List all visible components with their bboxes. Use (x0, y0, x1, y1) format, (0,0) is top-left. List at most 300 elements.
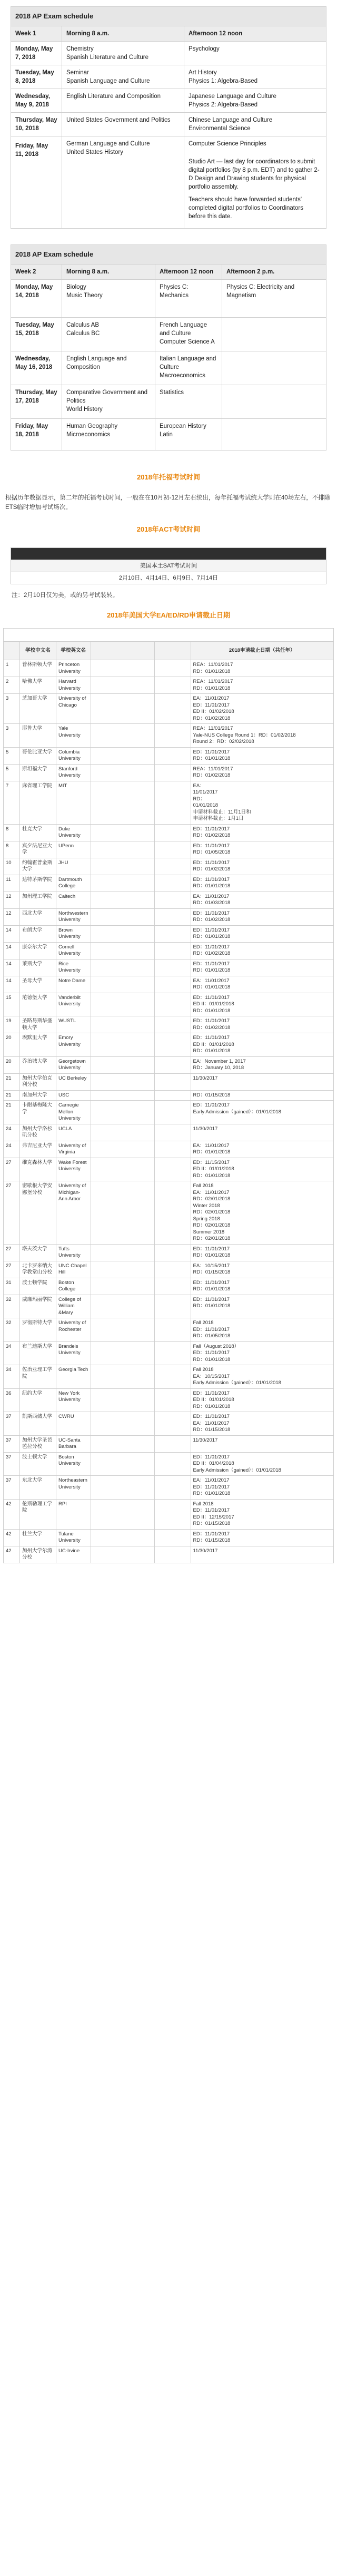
uni-head-blank-b (154, 642, 191, 660)
deadline-item: RD： (193, 796, 205, 802)
deadline-item: RD：01/01/2018 (193, 1303, 231, 1309)
deadline-item: Fall 2018 (193, 1367, 214, 1373)
deadline-item: EA：11/01/2017 (193, 1142, 230, 1149)
deadline-item: ED II：01/01/2018 (193, 1001, 234, 1007)
uni-name-en: UPenn (56, 841, 91, 858)
ap-row (11, 351, 326, 385)
uni-name-cn: 莱斯大学 (20, 959, 56, 976)
uni-blank-a (91, 1476, 154, 1500)
deadline-item: RD：01/01/2018 (193, 967, 231, 973)
deadline-item: ED II：01/01/2018 (193, 1166, 234, 1172)
uni-table (3, 628, 334, 1563)
ap-day: Friday, May 11, 2018 (11, 136, 62, 229)
uni-blank-a (91, 677, 154, 694)
ap-day: Monday, May 14, 2018 (11, 280, 62, 318)
uni-name-cn: 加州大学伯克利分校 (20, 1073, 56, 1090)
subject-item: Chemistry (66, 46, 94, 52)
uni-blank-a (91, 1529, 154, 1546)
subject-item: Statistics (160, 389, 184, 396)
subject-item: Calculus AB (66, 322, 100, 328)
table-row (4, 1261, 334, 1278)
uni-name-cn: 布朗大学 (20, 925, 56, 942)
uni-name-en: Wake Forest University (56, 1158, 91, 1181)
uni-name-cn: 加州大学尔湾分校 (20, 1546, 56, 1563)
ap-row (11, 136, 326, 229)
deadline-item: ED：11/01/2017 (193, 1018, 230, 1024)
uni-head-blank-a (91, 642, 154, 660)
deadline-item: RD：01/01/2018 (193, 1403, 231, 1409)
uni-head-cn: 学校中文名 (20, 642, 56, 660)
ap-row (11, 42, 326, 65)
uni-rank: 37 (4, 1452, 20, 1476)
ap-row (11, 89, 326, 113)
subject-item: Art History (189, 70, 217, 76)
uni-blank-a (91, 1244, 154, 1261)
uni-name-en: Northeastern University (56, 1476, 91, 1500)
table-row (4, 892, 334, 908)
uni-name-en: Notre Dame (56, 976, 91, 993)
deadline-item: RD：01/01/2018 (193, 1048, 231, 1054)
ap-row (11, 318, 326, 351)
ap-head-afternoon-12: Afternoon 12 noon (155, 265, 222, 280)
uni-name-en: University of Rochester (56, 1318, 91, 1342)
uni-name-en: Columbia University (56, 747, 91, 764)
table-row (4, 858, 334, 875)
uni-blank-a (91, 1452, 154, 1476)
table-row (4, 908, 334, 925)
deadline-item: RD：01/05/2018 (193, 1333, 231, 1339)
uni-name-cn: 耶鲁大学 (20, 724, 56, 748)
deadline-item: REA：11/01/2017 (193, 662, 233, 668)
uni-deadlines (191, 1033, 334, 1057)
uni-blank-a (91, 1073, 154, 1090)
uni-blank-a (91, 1412, 154, 1436)
subject-item: Macroeconomics (160, 373, 205, 379)
deadline-item: RD：01/02/2018 (193, 772, 231, 778)
deadline-item: ED：11/01/2017 (193, 843, 230, 849)
ap-schedule-week1 (11, 6, 326, 229)
sat-dates: 2月10日、4月14日、6月9日、7月14日 (11, 572, 326, 584)
ap-day: Thursday, May 10, 2018 (11, 113, 62, 136)
uni-name-cn: 康奈尔大学 (20, 942, 56, 959)
table-row (4, 1546, 334, 1563)
uni-blank-a (91, 1158, 154, 1181)
uni-heading: 2018年美国大学EA/ED/RD申请截止日期 (106, 611, 231, 619)
table-row (4, 1341, 334, 1365)
uni-rank: 5 (4, 747, 20, 764)
uni-blank-b (154, 1244, 191, 1261)
uni-deadlines (191, 660, 334, 677)
uni-blank-a (91, 858, 154, 875)
ap-day: Wednesday, May 16, 2018 (11, 351, 62, 385)
uni-name-cn: 佐治亚理工学院 (20, 1365, 56, 1389)
uni-name-en: WUSTL (56, 1016, 91, 1033)
uni-blank-a (91, 1365, 154, 1389)
uni-head-rank (4, 642, 20, 660)
ap-morning-cell (62, 280, 155, 318)
uni-name-cn: 塔夫茨大学 (20, 1244, 56, 1261)
toefl-paragraph: 根据历年数据显示，第二年的托福考试时间，一般在在10月初-12月左右统出，每年托福考试统大学则在40场左右，不排除ETS临时增加考试场次。 (5, 495, 331, 511)
uni-rank: 14 (4, 925, 20, 942)
uni-rank: 14 (4, 959, 20, 976)
deadline-item: RD：01/15/2018 (193, 1269, 231, 1275)
subject-item: European History (160, 423, 206, 429)
deadline-item: RD：02/01/2018 (193, 1209, 231, 1215)
ap-notes (189, 158, 322, 221)
uni-blank-b (154, 781, 191, 824)
uni-rank: 10 (4, 858, 20, 875)
uni-blank-b (154, 858, 191, 875)
ap-head-week: Week 1 (11, 26, 62, 42)
ap-afternoon-12-cell (155, 351, 222, 385)
uni-deadlines (191, 1341, 334, 1365)
deadline-item: 11/30/2017 (193, 1437, 218, 1443)
uni-rank: 27 (4, 1158, 20, 1181)
uni-blank-b (154, 1452, 191, 1476)
uni-blank-b (154, 677, 191, 694)
deadline-item: Spring 2018 (193, 1216, 220, 1222)
uni-name-en: Harvard University (56, 677, 91, 694)
uni-blank-b (154, 892, 191, 908)
uni-blank-b (154, 1476, 191, 1500)
table-row (4, 1412, 334, 1436)
deadline-item: REA：11/01/2017 (193, 766, 233, 772)
uni-blank-b (154, 1341, 191, 1365)
deadline-item: RD：01/15/2018 (193, 1521, 231, 1526)
table-row (4, 1244, 334, 1261)
deadline-item: ED：11/01/2017 (193, 1279, 230, 1286)
uni-name-cn: 斯坦福大学 (20, 764, 56, 781)
subject-item: Microeconomics (66, 432, 111, 438)
table-row (4, 1101, 334, 1124)
table-row (4, 841, 334, 858)
ap-morning-cell (62, 351, 155, 385)
deadline-item: RD：01/01/2018 (193, 1149, 231, 1155)
uni-deadlines (191, 976, 334, 993)
uni-name-en: Tufts University (56, 1244, 91, 1261)
ap-day: Tuesday, May 15, 2018 (11, 318, 62, 351)
uni-rank: 37 (4, 1435, 20, 1452)
deadline-item: RD：01/15/2018 (193, 1092, 231, 1098)
ap-head-week: Week 2 (11, 265, 62, 280)
uni-rank: 21 (4, 1101, 20, 1124)
deadline-item: ED：11/01/2017 (193, 1507, 230, 1513)
uni-name-cn: 埃默里大学 (20, 1033, 56, 1057)
uni-blank-b (154, 925, 191, 942)
subject-item: English Language and Composition (66, 356, 127, 370)
uni-rank: 42 (4, 1499, 20, 1529)
uni-blank-a (91, 1546, 154, 1563)
deadline-item: RD：02/01/2018 (193, 1222, 231, 1228)
uni-name-en: Carnegie Mellon University (56, 1101, 91, 1124)
uni-name-en: Caltech (56, 892, 91, 908)
deadline-item: RD：01/01/2018 (193, 984, 231, 990)
uni-name-en: Emory University (56, 1033, 91, 1057)
ap-row (11, 113, 326, 136)
uni-blank-b (154, 1318, 191, 1342)
uni-deadlines (191, 1412, 334, 1436)
uni-deadlines (191, 892, 334, 908)
table-row (4, 1388, 334, 1412)
deadline-item: ED：11/01/2017 (193, 1531, 230, 1537)
subject-item: Spanish Literature and Culture (66, 54, 148, 61)
uni-rank: 15 (4, 993, 20, 1016)
uni-name-en: Stanford University (56, 764, 91, 781)
uni-name-cn: 威廉玛丽学院 (20, 1295, 56, 1318)
uni-name-cn: 圣母大学 (20, 976, 56, 993)
uni-rank: 19 (4, 1016, 20, 1033)
uni-name-cn: 杜兰大学 (20, 1529, 56, 1546)
deadline-item: Fall（August 2018） (193, 1343, 240, 1349)
uni-deadlines (191, 908, 334, 925)
ap-afternoon-2-cell (222, 318, 326, 351)
uni-name-cn: 哈佛大学 (20, 677, 56, 694)
uni-blank-a (91, 764, 154, 781)
uni-deadlines (191, 1476, 334, 1500)
deadline-item: EA：11/01/2017 (193, 893, 230, 899)
deadline-item: EA：November 1, 2017 (193, 1058, 246, 1064)
uni-deadlines (191, 858, 334, 875)
subject-item: World History (66, 406, 103, 413)
deadline-item: RD：January 10, 2018 (193, 1065, 244, 1071)
deadline-item: ED II：01/04/2018 (193, 1461, 234, 1466)
uni-name-cn: 哥伦比亚大学 (20, 747, 56, 764)
deadline-item: ED：11/01/2017 (193, 876, 230, 883)
uni-deadlines (191, 993, 334, 1016)
table-row (4, 1073, 334, 1090)
uni-blank-b (154, 1181, 191, 1245)
deadline-item: EA： (193, 782, 205, 789)
uni-blank-a (91, 841, 154, 858)
page (0, 6, 337, 1563)
uni-blank-a (91, 1499, 154, 1529)
deadline-item: Winter 2018 (193, 1202, 220, 1209)
ap-afternoon-12-cell (155, 419, 222, 450)
uni-name-cn: 乔治城大学 (20, 1056, 56, 1073)
ap-note: Teachers should have forwarded students' completed digital portfolios to Coordinators before this date. (189, 197, 303, 220)
uni-name-en: Boston College (56, 1278, 91, 1295)
deadline-item: RD：01/01/2018 (193, 1491, 231, 1496)
uni-rank: 7 (4, 781, 20, 824)
ap-day: Monday, May 7, 2018 (11, 42, 62, 65)
uni-name-en: Yale University (56, 724, 91, 748)
uni-deadlines (191, 841, 334, 858)
uni-rank: 27 (4, 1181, 20, 1245)
ap-morning-cell (62, 318, 155, 351)
deadline-item: RD：02/01/2018 (193, 1236, 231, 1241)
table-row (4, 925, 334, 942)
uni-rank: 21 (4, 1073, 20, 1090)
uni-name-cn: 加州理工学院 (20, 892, 56, 908)
uni-deadlines (191, 1365, 334, 1389)
subject-item: Physics 2: Algebra-Based (189, 102, 258, 108)
uni-blank-a (91, 1181, 154, 1245)
subject-item: Comparative Government and Politics (66, 389, 148, 404)
uni-name-en: Georgetown University (56, 1056, 91, 1073)
uni-name-cn: 杜克大学 (20, 824, 56, 841)
uni-deadlines (191, 875, 334, 892)
uni-deadlines (191, 1435, 334, 1452)
deadline-item: RD：01/02/2018 (193, 917, 231, 923)
ap-table-week2 (11, 244, 326, 450)
sat-note: 注：2月10日仅为美，或的另考试装转。 (12, 592, 119, 599)
uni-rank: 31 (4, 1278, 20, 1295)
uni-name-cn: 南加州大学 (20, 1090, 56, 1101)
uni-name-en: Northwestern University (56, 908, 91, 925)
uni-name-en: Brown University (56, 925, 91, 942)
deadline-item: ED：11/01/2017 (193, 826, 230, 832)
uni-blank-a (91, 781, 154, 824)
uni-blank-a (91, 925, 154, 942)
uni-blank-b (154, 1261, 191, 1278)
subject-item: United States History (66, 149, 124, 155)
uni-blank-a (91, 875, 154, 892)
deadline-item: RD：01/15/2018 (193, 1427, 231, 1433)
subject-item: Latin (160, 432, 173, 438)
deadline-item: ED II：01/01/2018 (193, 1041, 234, 1047)
uni-name-cn: 圣路易斯华盛顿大学 (20, 1016, 56, 1033)
table-row (4, 976, 334, 993)
table-row (4, 1056, 334, 1073)
uni-name-cn: 西北大学 (20, 908, 56, 925)
uni-deadlines (191, 1181, 334, 1245)
deadline-item: EA：11/01/2017 (193, 1189, 230, 1196)
uni-deadlines (191, 1158, 334, 1181)
uni-rank: 21 (4, 1090, 20, 1101)
deadline-item: RD：01/01/2018 (193, 883, 231, 889)
uni-blank-b (154, 1499, 191, 1529)
uni-deadlines (191, 824, 334, 841)
uni-blank-a (91, 1318, 154, 1342)
deadline-item: RD：01/01/2018 (193, 685, 231, 691)
uni-name-cn: 罗彻斯特大学 (20, 1318, 56, 1342)
uni-blank-a (91, 1278, 154, 1295)
uni-name-en: Princeton University (56, 660, 91, 677)
deadline-item: RD：01/05/2018 (193, 849, 231, 855)
deadline-item: ED：11/01/2017 (193, 859, 230, 866)
uni-name-en: USC (56, 1090, 91, 1101)
uni-blank-b (154, 1295, 191, 1318)
table-row (4, 1158, 334, 1181)
uni-name-cn: 凯斯西储大学 (20, 1412, 56, 1436)
deadline-item: ED：11/01/2017 (193, 1454, 230, 1460)
uni-name-en: Vanderbilt University (56, 993, 91, 1016)
subject-item: Computer Science Principles (189, 141, 266, 147)
uni-name-cn: 东北大学 (20, 1476, 56, 1500)
uni-blank-b (154, 724, 191, 748)
subject-item: Italian Language and Culture (160, 356, 216, 370)
uni-deadlines (191, 747, 334, 764)
deadline-item: EA：11/01/2017 (193, 1420, 230, 1426)
uni-blank-b (154, 764, 191, 781)
deadline-item: RD：01/02/2018 (193, 1024, 231, 1031)
uni-name-en: Tulane University (56, 1529, 91, 1546)
ap-morning-cell (62, 419, 155, 450)
deadline-item: Round 2：RD：02/02/2018 (193, 739, 254, 745)
ap-afternoon-12-cell (155, 318, 222, 351)
deadline-item: EA：11/01/2017 (193, 696, 230, 701)
deadline-item: RD：01/01/2018 (193, 1172, 231, 1179)
subject-item: Biology (66, 284, 86, 290)
table-row (4, 1278, 334, 1295)
uni-deadlines (191, 1546, 334, 1563)
uni-name-cn: 北卡罗来纳大学教堂山分校 (20, 1261, 56, 1278)
uni-rank: 34 (4, 1365, 20, 1389)
ap-afternoon-12-cell (155, 280, 222, 318)
uni-blank-b (154, 1073, 191, 1090)
subject-item: Chinese Language and Culture (189, 117, 273, 123)
uni-blank-a (91, 1056, 154, 1073)
uni-blank-a (91, 660, 154, 677)
uni-name-cn: 布兰迪斯大学 (20, 1341, 56, 1365)
deadline-item: 11/30/2017 (193, 1075, 218, 1081)
subject-item: English Literature and Composition (66, 93, 161, 100)
uni-deadlines (191, 781, 334, 824)
uni-name-en: New York University (56, 1388, 91, 1412)
ap-morning-cell (62, 385, 155, 419)
ap-afternoon-cell (184, 89, 326, 113)
deadline-item: 申请材料截止：11月1日和 (193, 809, 251, 815)
deadline-item: ED：11/01/2017 (193, 1296, 230, 1302)
uni-name-cn: 约翰霍普金斯大学 (20, 858, 56, 875)
deadline-item: RD：01/01/2018 (193, 1286, 231, 1292)
sat-section (11, 547, 326, 584)
deadline-item: Early Admission（gained）：01/01/2018 (193, 1467, 281, 1473)
uni-blank-b (154, 660, 191, 677)
uni-blank-b (154, 942, 191, 959)
table-row (4, 660, 334, 677)
deadline-item: RD：01/02/2018 (193, 715, 231, 721)
uni-blank-a (91, 1341, 154, 1365)
uni-deadlines (191, 959, 334, 976)
uni-blank-b (154, 1158, 191, 1181)
uni-rank: 11 (4, 875, 20, 892)
uni-blank-b (154, 1388, 191, 1412)
ap-morning-cell (62, 42, 184, 65)
uni-deadlines (191, 1141, 334, 1158)
uni-blank-a (91, 1261, 154, 1278)
act-heading: 2018年ACT考试时间 (136, 525, 201, 533)
uni-name-en: UC-Santa Barbara (56, 1435, 91, 1452)
toefl-heading: 2018年托福考试时间 (137, 473, 200, 481)
uni-section (3, 628, 334, 1563)
table-row (4, 1016, 334, 1033)
deadline-item: ED：11/01/2017 (193, 749, 230, 755)
uni-blank-a (91, 724, 154, 748)
ap-note: Studio Art — last day for coordinators to submit digital portfolios (by 8 p.m. EDT) and to gather 2-D Design and Drawing students for physical portfolio assembly. (189, 159, 320, 190)
uni-blank-a (91, 1101, 154, 1124)
ap-afternoon-cell (184, 113, 326, 136)
uni-blank-a (91, 993, 154, 1016)
deadline-item: RD：01/02/2018 (193, 866, 231, 872)
subject-item: German Language and Culture (66, 141, 150, 147)
deadline-item: Early Admission（gained）：01/01/2018 (193, 1380, 281, 1386)
uni-name-cn: 维克森林大学 (20, 1158, 56, 1181)
uni-name-cn: 波士顿大学 (20, 1452, 56, 1476)
table-row (4, 724, 334, 748)
table-row (4, 1181, 334, 1245)
uni-name-en: CWRU (56, 1412, 91, 1436)
deadline-item: ED：11/01/2017 (193, 1414, 230, 1419)
uni-rank: 14 (4, 942, 20, 959)
uni-rank: 8 (4, 824, 20, 841)
table-row (4, 1365, 334, 1389)
ap-schedule-week2 (11, 244, 326, 450)
deadline-item: ED：11/01/2017 (193, 1035, 230, 1041)
uni-name-cn: 芝加哥大学 (20, 694, 56, 724)
uni-blank-b (154, 908, 191, 925)
uni-rank: 20 (4, 1056, 20, 1073)
